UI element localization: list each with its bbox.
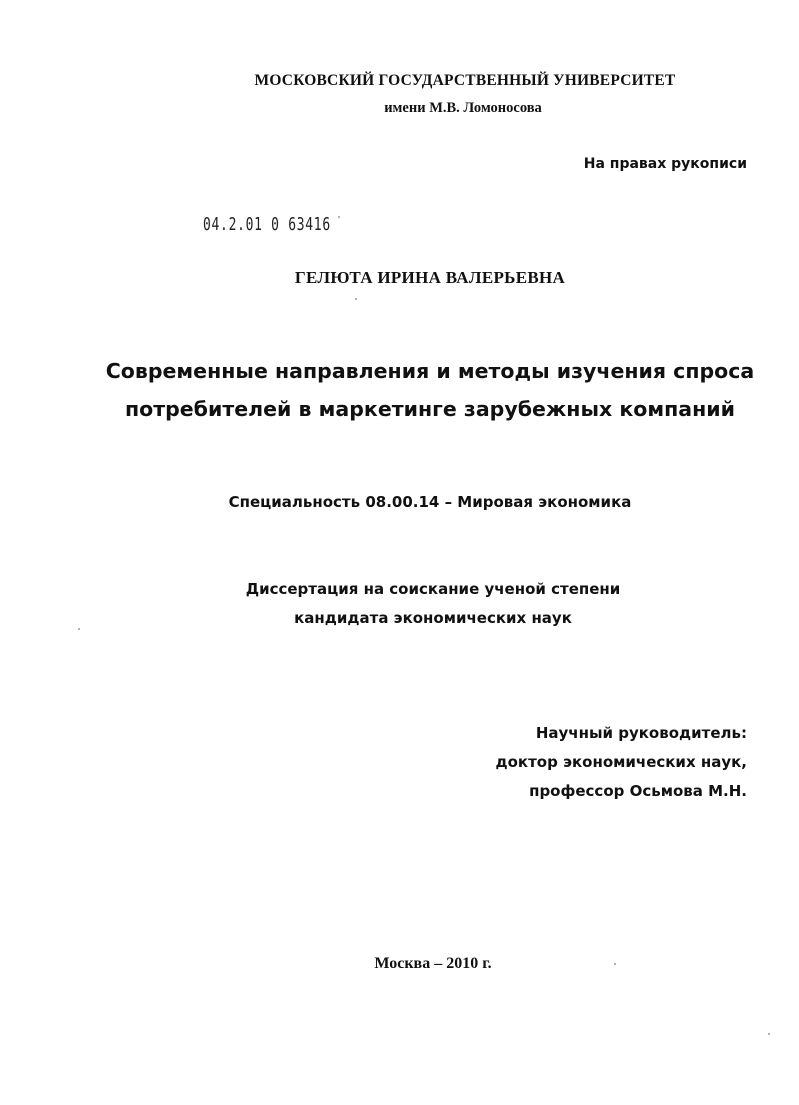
specialty: Специальность 08.00.14 – Мировая экономика xyxy=(228,493,632,511)
advisor-name: профессор Осьмова М.Н. xyxy=(529,782,747,800)
degree-statement-line-1: Диссертация на соискание ученой степени xyxy=(245,580,621,598)
scan-speck xyxy=(355,298,357,300)
university-named-after: имени М.В. Ломоносова xyxy=(384,100,542,116)
scan-speck xyxy=(614,963,616,965)
registration-stamp: 04.2.01 0 63416 xyxy=(203,214,331,235)
scan-speck xyxy=(78,628,80,630)
place-and-year: Москва – 2010 г. xyxy=(374,955,492,972)
dissertation-title-line-2: потребителей в маркетинге зарубежных компаний xyxy=(124,397,736,421)
scan-speck xyxy=(768,1033,770,1035)
university-name: МОСКОВСКИЙ ГОСУДАРСТВЕННЫЙ УНИВЕРСИТЕТ xyxy=(254,72,676,89)
author-name: ГЕЛЮТА ИРИНА ВАЛЕРЬЕВНА xyxy=(294,268,566,287)
manuscript-rights-label: На правах рукописи xyxy=(583,156,747,172)
degree-statement-line-2: кандидата экономических наук xyxy=(294,609,572,627)
scan-speck xyxy=(338,216,340,218)
advisor-degree: доктор экономических наук, xyxy=(495,753,747,771)
dissertation-title-line-1: Современные направления и методы изучения спроса xyxy=(105,359,755,383)
advisor-label: Научный руководитель: xyxy=(535,724,747,742)
